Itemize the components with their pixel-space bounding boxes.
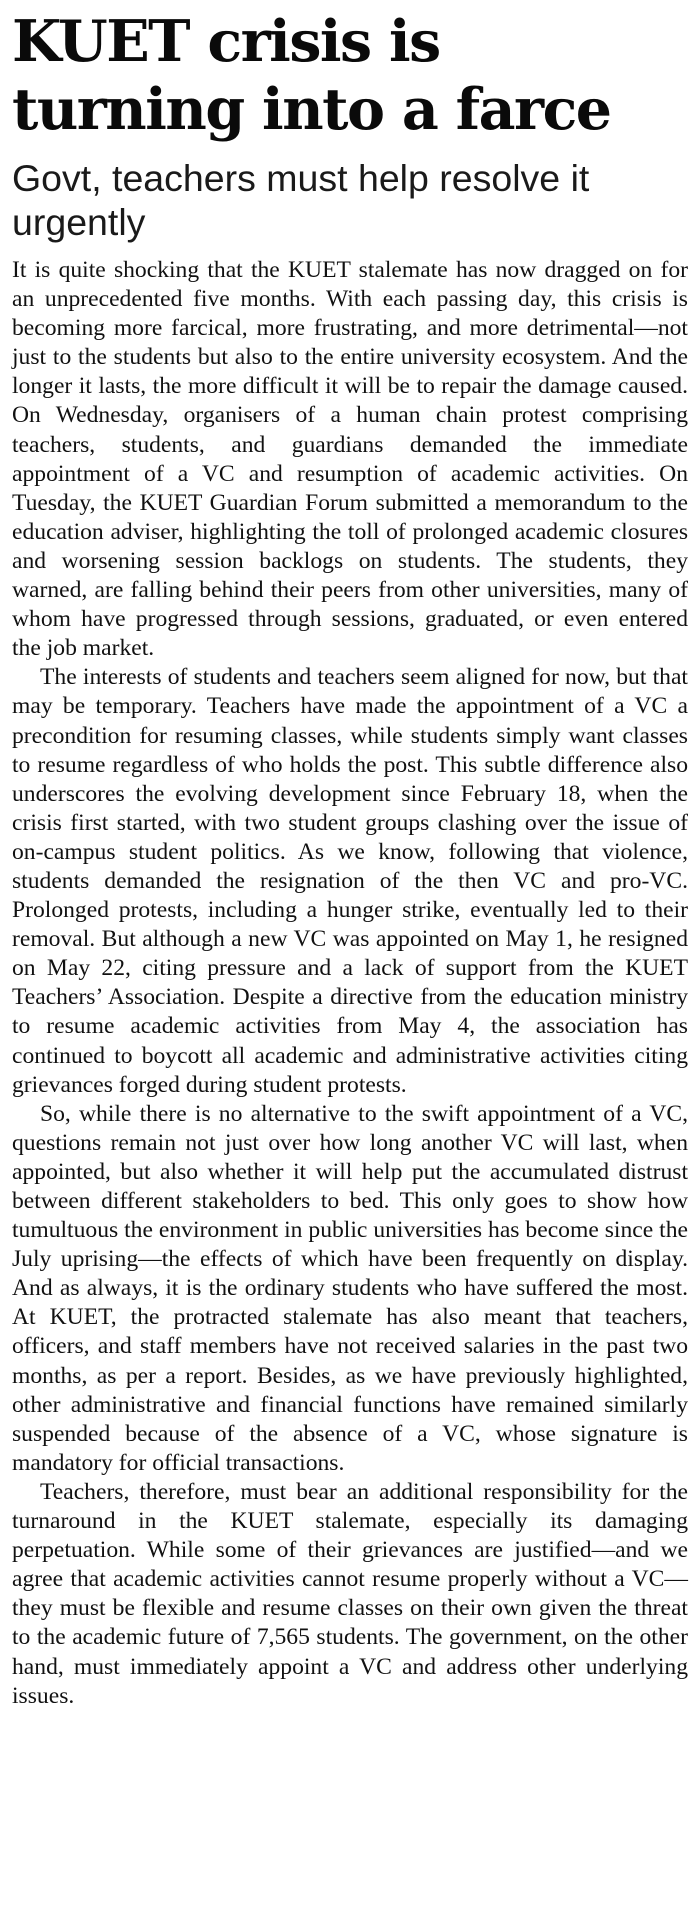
subheadline: Govt, teachers must help resolve it urgently — [12, 157, 590, 243]
article — [12, 8, 688, 1711]
paragraph-2: The interests of students and teachers seem aligned for now, but that may be temporary. Teachers have made the appointment of a VC a precondition for resuming classes, while students simply want classes to resume regardless of who holds the post. This subtle difference also underscores the evolving development since February 18, when the crisis first started, with two student groups clashing over the issue of on-campus student politics. As we know, following that violence, students demanded the resignation of the then VC and pro-VC. Prolonged protests, including a hunger strike, eventually led to their removal. But although a new VC was appointed on May 1, he resigned on May 22, citing pressure and a lack of support from the KUET Teachers’ Association. Despite a directive from the education ministry to resume academic activities from May 4, the association has continued to boycott all academic and administrative activities citing grievances forged during student protests. — [12, 664, 688, 1098]
paragraph-1: It is quite shocking that the KUET stalemate has now dragged on for an unprecedented five months. With each passing day, this crisis is becoming more farcical, more frustrating, and more detrimental—not just to the students but also to the entire university ecosystem. And the longer it lasts, the more difficult it will be to repair the damage caused. On Wednesday, organisers of a human chain protest comprising teachers, students, and guardians demanded the immediate appointment of a VC and resumption of academic activities. On Tuesday, the KUET Guardian Forum submitted a memorandum to the education adviser, highlighting the toll of prolonged academic closures and worsening session backlogs on students. The students, they warned, are falling behind their peers from other universities, many of whom have progressed through sessions, graduated, or even entered the job market. — [12, 257, 688, 662]
headline: KUET crisis is turning into a farce — [12, 8, 611, 143]
paragraph-3: So, while there is no alternative to the swift appointment of a VC, questions remain not just over how long another VC will last, when appointed, but also whether it will help put the accumulated distrust between different stakeholders to bed. This only goes to show how tumultuous the environment in public universities has become since the July uprising—the effects of which have been frequently on display. And as always, it is the ordinary students who have suffered the most. At KUET, the protracted stalemate has also meant that teachers, officers, and staff members have not received salaries in the past two months, as per a report. Besides, as we have previously highlighted, other administrative and financial functions have remained similarly suspended because of the absence of a VC, whose signature is mandatory for official transactions. — [12, 1100, 688, 1476]
article-body — [12, 256, 688, 1711]
paragraph-4: Teachers, therefore, must bear an additional responsibility for the turnaround in the KUET stalemate, especially its damaging perpetuation. While some of their grievances are justified—and we agree that academic activities cannot resume properly without a VC—they must be flexible and resume classes on their own given the threat to the academic future of 7,565 students. The government, on the other hand, must immediately appoint a VC and address other underlying issues. — [12, 1478, 688, 1709]
